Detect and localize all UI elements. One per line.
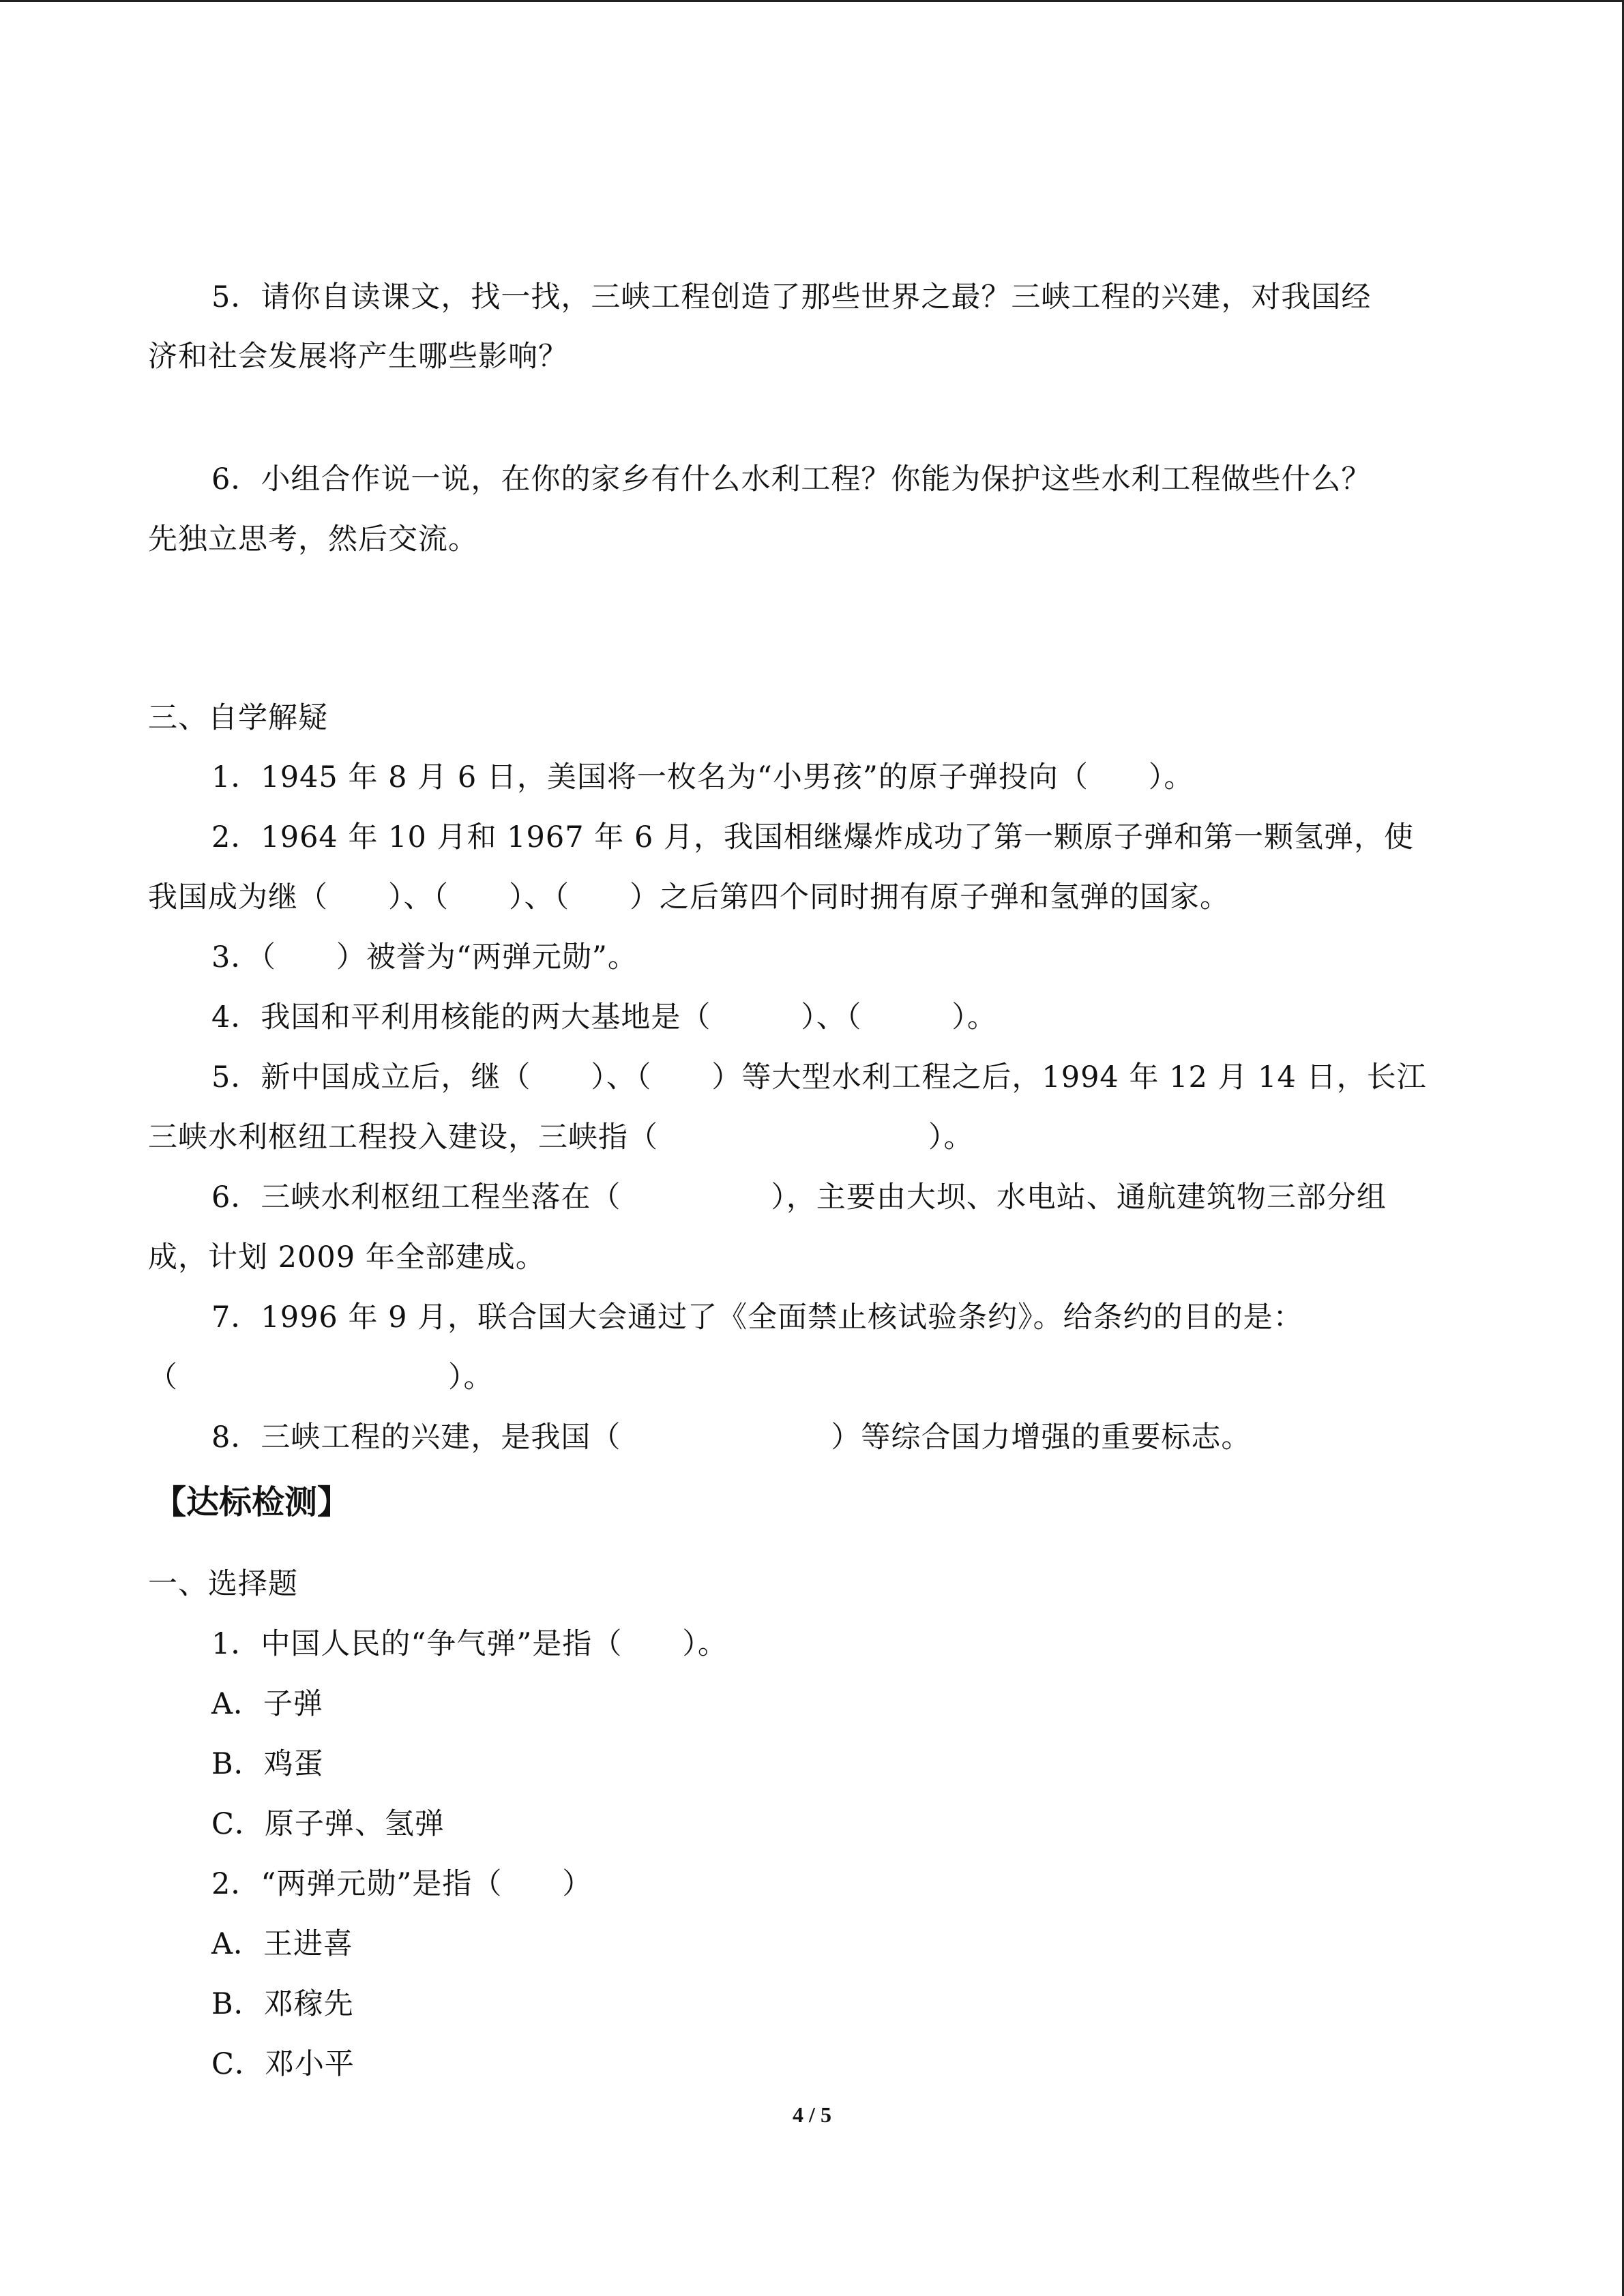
assessment-heading: 【达标检测】 (153, 1483, 351, 1521)
choice-2-option-c: C．邓小平 (211, 2047, 355, 2081)
self-study-item-4: 4．我国和平利用核能的两大基地是（ ）、（ ）。 (211, 1000, 997, 1034)
choice-1-option-a: A．子弹 (211, 1687, 324, 1721)
section-3-title: 三、自学解疑 (148, 701, 328, 735)
self-study-item-3: 3．（ ）被誉为“两弹元勋”。 (211, 940, 638, 974)
self-study-item-6-line-1: 6．三峡水利枢纽工程坐落在（ ），主要由大坝、水电站、通航建筑物三部分组 (211, 1180, 1387, 1214)
self-study-item-7-line-2: （ ）。 (148, 1360, 494, 1395)
self-study-item-6-line-2: 成，计划 2009 年全部建成。 (148, 1240, 546, 1274)
choice-2-option-a: A．王进喜 (211, 1927, 354, 1961)
self-study-item-5-line-2: 三峡水利枢纽工程投入建设，三峡指（ ）。 (148, 1120, 974, 1154)
section-1-title: 一、选择题 (148, 1567, 298, 1601)
self-study-item-7-line-1: 7．1996 年 9 月，联合国大会通过了《全面禁止核试验条约》。给条约的目的是： (211, 1300, 1303, 1335)
question-6-line-2: 先独立思考，然后交流。 (148, 522, 478, 556)
self-study-item-5-line-1: 5．新中国成立后，继（ ）、（ ）等大型水利工程之后，1994 年 12 月 14 日，长江 (211, 1060, 1427, 1094)
self-study-item-8: 8．三峡工程的兴建，是我国（ ）等综合国力增强的重要标志。 (211, 1420, 1252, 1455)
choice-2-option-b: B．邓稼先 (211, 1987, 354, 2021)
self-study-item-1: 1．1945 年 8 月 6 日，美国将一枚名为“小男孩”的原子弹投向（ ）。 (211, 760, 1194, 794)
question-5-line-2: 济和社会发展将产生哪些影响？ (148, 340, 568, 374)
page-number: 4 / 5 (793, 2102, 831, 2127)
choice-1-option-b: B．鸡蛋 (211, 1747, 324, 1781)
self-study-item-2-line-2: 我国成为继（ ）、（ ）、（ ）之后第四个同时拥有原子弹和氢弹的国家。 (148, 880, 1230, 914)
choice-question-2: 2．“两弹元勋”是指（ ） (211, 1867, 593, 1901)
choice-question-1: 1．中国人民的“争气弹”是指（ ）。 (211, 1627, 728, 1661)
choice-1-option-c: C．原子弹、氢弹 (211, 1807, 445, 1841)
self-study-item-2-line-1: 2．1964 年 10 月和 1967 年 6 月，我国相继爆炸成功了第一颗原子弹和第一颗氢弹，使 (211, 820, 1414, 854)
question-6-line-1: 6．小组合作说一说，在你的家乡有什么水利工程？你能为保护这些水利工程做些什么？ (211, 462, 1372, 496)
question-5-line-1: 5．请你自读课文，找一找，三峡工程创造了那些世界之最？三峡工程的兴建，对我国经 (211, 280, 1372, 314)
